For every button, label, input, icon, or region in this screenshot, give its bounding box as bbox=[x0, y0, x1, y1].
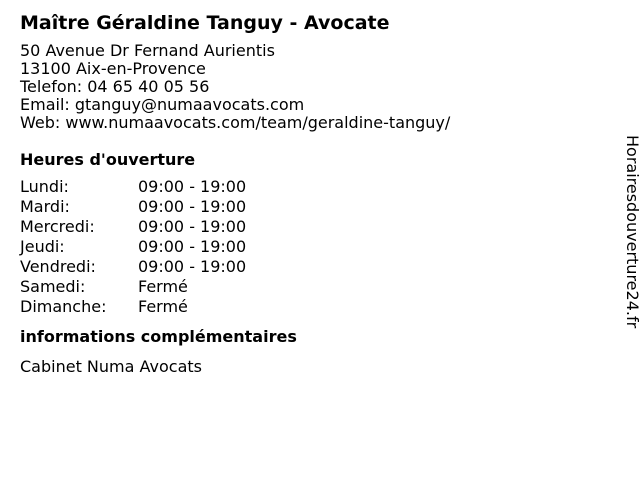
email-line: Email: gtanguy@numaavocats.com bbox=[20, 95, 305, 114]
info-heading: informations complémentaires bbox=[20, 327, 297, 346]
time-value: 09:00 - 19:00 bbox=[138, 197, 247, 216]
day-label: Vendredi: bbox=[20, 257, 96, 276]
day-label: Mardi: bbox=[20, 197, 70, 216]
day-label: Lundi: bbox=[20, 177, 69, 196]
day-label: Dimanche: bbox=[20, 297, 107, 316]
phone-line: Telefon: 04 65 40 05 56 bbox=[20, 77, 210, 96]
web-line: Web: www.numaavocats.com/team/geraldine-tanguy/ bbox=[20, 113, 451, 132]
hours-row-jeudi bbox=[20, 237, 600, 257]
time-value: 09:00 - 19:00 bbox=[138, 237, 247, 256]
address-line-2: 13100 Aix-en-Provence bbox=[20, 59, 206, 78]
side-brand-text: Horairesdouverture24.fr bbox=[623, 135, 642, 329]
business-card bbox=[20, 10, 600, 377]
day-label: Mercredi: bbox=[20, 217, 95, 236]
hours-row-lundi bbox=[20, 177, 600, 197]
hours-row-dimanche bbox=[20, 297, 600, 317]
time-value: 09:00 - 19:00 bbox=[138, 217, 247, 236]
info-text: Cabinet Numa Avocats bbox=[20, 357, 202, 376]
time-value: 09:00 - 19:00 bbox=[138, 257, 247, 276]
contact-block bbox=[20, 42, 600, 132]
hours-row-mardi bbox=[20, 197, 600, 217]
time-value: Fermé bbox=[138, 277, 188, 296]
hours-row-samedi bbox=[20, 277, 600, 297]
business-title: Maître Géraldine Tanguy - Avocate bbox=[20, 12, 390, 34]
hours-table bbox=[20, 177, 600, 317]
time-value: 09:00 - 19:00 bbox=[138, 177, 247, 196]
hours-row-mercredi bbox=[20, 217, 600, 237]
hours-row-vendredi bbox=[20, 257, 600, 277]
address-line-1: 50 Avenue Dr Fernand Aurientis bbox=[20, 41, 275, 60]
day-label: Jeudi: bbox=[20, 237, 65, 256]
day-label: Samedi: bbox=[20, 277, 86, 296]
time-value: Fermé bbox=[138, 297, 188, 316]
hours-heading: Heures d'ouverture bbox=[20, 150, 196, 169]
